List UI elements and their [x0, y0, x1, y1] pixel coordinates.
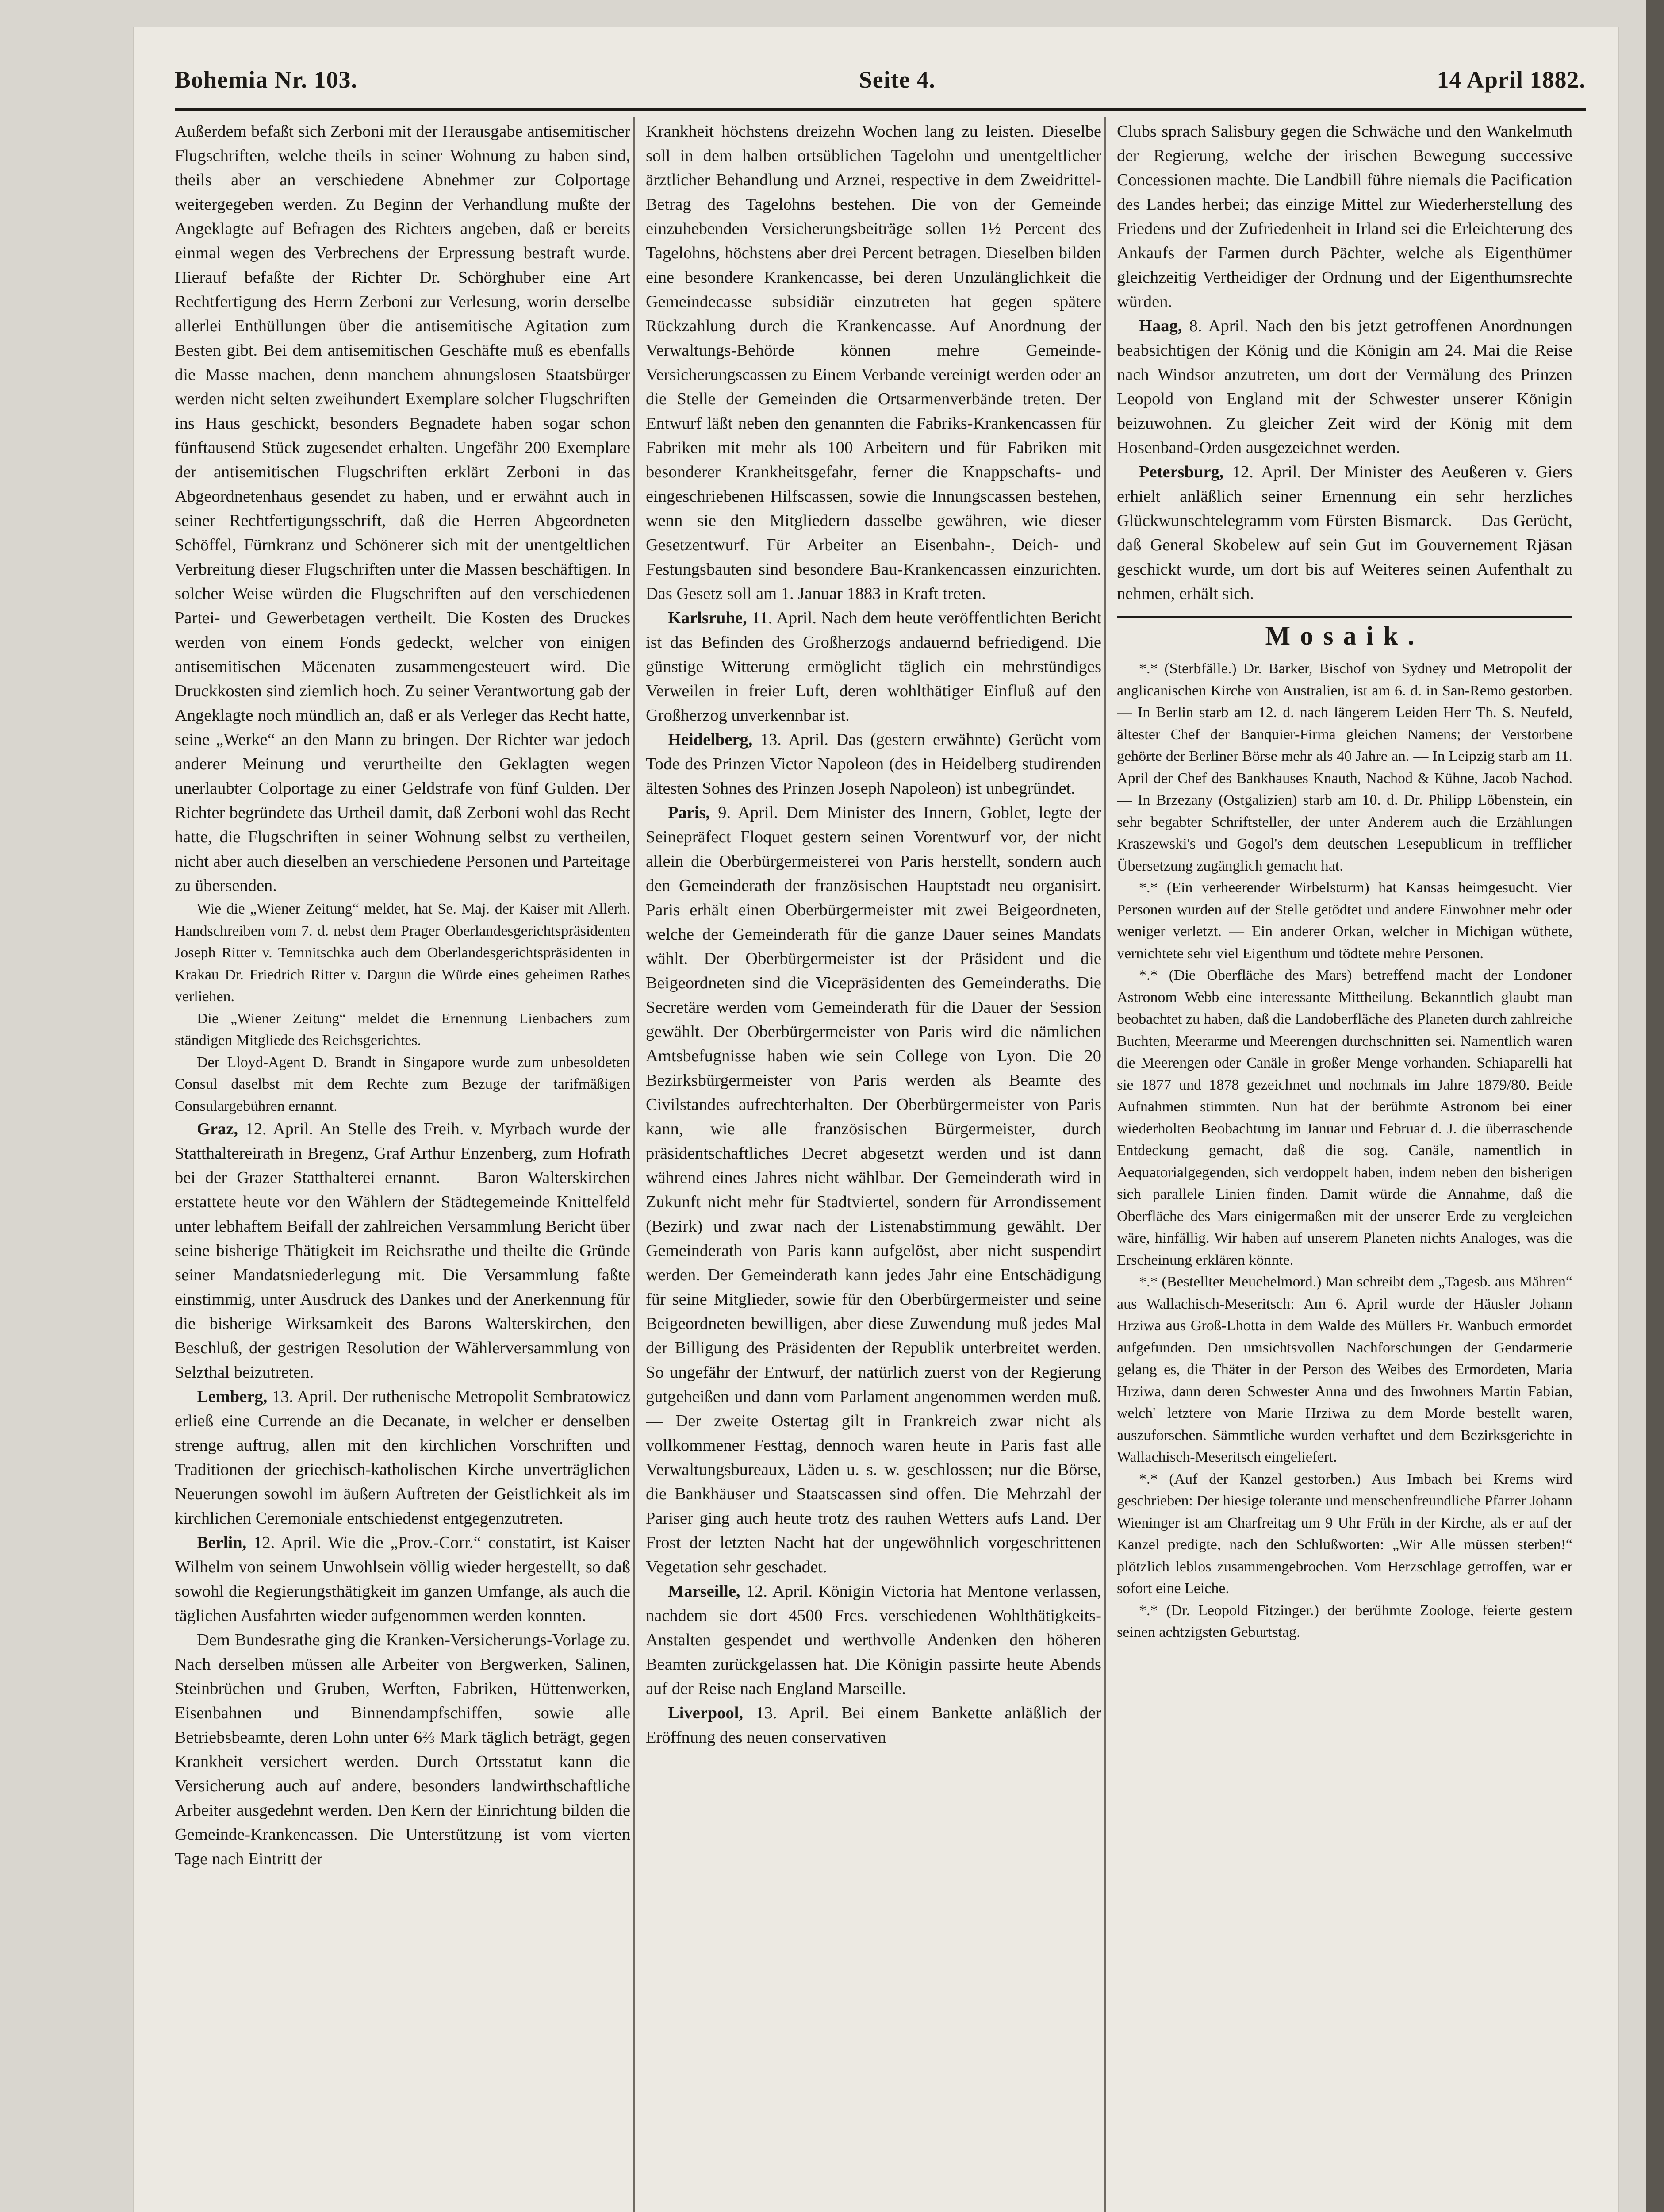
- news-text: 9. April. Dem Minister des Innern, Goblet, legte der Seinepräfect Floquet gestern seinen Vorentwurf vor, der nicht allein die Oberbürgermeisterei von Paris herstellt, sondern auch den Gemeinderath der französischen Hauptstadt neu organisirt. Paris erhält einen Oberbürgermeister mit zwei Beigeordneten, welche der Gemeinderath für die ganze Dauer seines Mandats wählt. Der Oberbürgermeister ist der Präsident und die Beigeordneten sind die Vicepräsidenten des Gemeinderaths. Die Secretäre werden vom Gemeinderath für die Dauer der Session gewählt. Der Oberbürgermeister von Paris wird die nämlichen Amtsbefugnisse haben wie sein College von Lyon. Die 20 Bezirksbürgermeister von Paris werden als Beamte des Civilstandes aufrechterhalten. Der Oberbürgermeister von Paris kann, wie alle französischen Bürgermeister, durch präsidentschaftliches Decret abgesetzt werden und ist dann während eines Jahres nicht wählbar. Der Gemeinderath wird in Zukunft nicht mehr für Stadtviertel, sondern für Arrondissement (Bezirk) und zwar nach der Listenabstimmung gewählt. Der Gemeinderath von Paris kann aufgelöst, aber nicht suspendirt werden. Der Gemeinderath kann jedes Jahr eine Entschädigung für seine Mitglieder, sowie für den Oberbürgermeister und seine Beigeordneten bewilligen, aber diese Zuwendung muß jedes Mal der Billigung des Präsidenten der Republik unterbreitet werden. So ungefähr der Entwurf, der natürlich zuerst von der Regierung gutgeheißen und dann vom Parlament angenommen werden muß. — Der zweite Ostertag gilt in Frankreich zwar nicht als vollkommener Festtag, dennoch waren heute in Paris fast alle Verwaltungsbureaux, Läden u. s. w. geschlossen; nur die Börse, die Bankhäuser und Staatscassen sind offen. Die Mehrzahl der Pariser ging auch heute trotz des rauhen Wetters aufs Land. Der Frost der letzten Nacht hat der ungewöhnlich vorgeschrittenen Vegetation sehr geschadet.: [646, 803, 1101, 1576]
- news-text: 12. April. Königin Victoria hat Mentone verlassen, nachdem sie dort 4500 Frcs. verschiedenen Wohlthätigkeits-Anstalten gespendet und werthvolle Andenken den höheren Beamten zurückgelassen hat. Die Königin passirte heute Abends auf der Reise nach England Marseille.: [646, 1582, 1101, 1698]
- dateline-place: Graz,: [197, 1120, 238, 1138]
- article-paragraph: Clubs sprach Salisbury gegen die Schwäche und den Wankelmuth der Regierung, welche der irischen Bewegung successive Concessionen machte. Die Landbill führe niemals die Pacification des Landes herbei; das einzige Mittel zur Wiederherstellung des Friedens und der Zufriedenheit in Irland sei die Erleichterung des Ankaufs der Farmen durch Pächter, welche als Eigenthümer gleichzeitig Vertheidiger der Ordnung und der Eigenthumsrechte würden.: [1117, 122, 1572, 311]
- mosaik-item: *.* (Die Oberfläche des Mars) betreffend macht der Londoner Astronom Webb eine interessante Mittheilung. Bekanntlich glaubt man beobachtet zu haben, daß die Landoberfläche des Planeten durch zahlreiche Buchten, Meerarme und Meerengen durchschnitten sei. Namentlich waren die Meerengen oder Canäle in großer Menge vorhanden. Schiaparelli hat sie 1877 und 1878 gezeichnet und nochmals im Jahre 1879/80. Beide Aufnahmen stimmten. Nun hat der berühmte Astronom bei einer wiederholten Beobachtung im Januar und Februar d. J. die überraschende Entdeckung gemacht, daß die sog. Canäle, namentlich in Aequatorialgegenden, sich verdoppelt haben, indem neben den bisherigen sich parallele Linien finden. Damit würde die Annahme, daß die Oberfläche des Mars einigermaßen mit der unserer Erde zu vergleichen wäre, hinfällig. Wir haben auf unserem Planeten nichts Analoges, was die Erscheinung erklären könnte.: [1117, 967, 1572, 1268]
- mosaik-item: *.* (Sterbfälle.) Dr. Barker, Bischof von Sydney und Metropolit der anglicanischen Kirche von Australien, ist am 6. d. in San-Remo gestorben. — In Berlin starb am 12. d. nach längerem Leiden Herr Th. S. Neufeld, ältester Chef der Banquier-Firma gleichen Namens; der Verstorbene gehörte der Berliner Börse mehr als 40 Jahre an. — In Leipzig starb am 11. April der Chef des Bankhauses Knauth, Nachod & Kühne, Jacob Nachod. — In Brzezany (Ostgalizien) starb am 10. d. Dr. Philipp Löbenstein, ein sehr begabter Schriftsteller, der unter Anderem auch die Erzählungen Kraszewski's und Gogol's dem deutschen Lesepublicum in trefflicher Übersetzung zugänglich gemacht hat.: [1117, 661, 1572, 874]
- news-item-lemberg: [175, 1385, 630, 1531]
- news-item-haag: [1117, 314, 1572, 460]
- news-text: 13. April. Der ruthenische Metropolit Sembratowicz erließ eine Currende an die Decanate, in welcher er denselben strenge auftrug, allen mit den kirchlichen Vorschriften und Traditionen der griechisch-katholischen Kirche unverträglichen Neuerungen sowohl im äußern Auftreten der Geistlichkeit als im kirchlichen Ceremoniale entschiedenst entgegenzutreten.: [175, 1387, 630, 1528]
- column-divider: [1104, 117, 1106, 2212]
- news-text: 13. April. Das (gestern erwähnte) Gerücht vom Tode des Prinzen Victor Napoleon (des in Heidelberg studirenden ältesten Sohnes des Prinzen Joseph Napoleon) ist unbegründet.: [646, 730, 1101, 798]
- news-text: 12. April. An Stelle des Freih. v. Myrbach wurde der Statthaltereirath in Bregenz, Graf Arthur Enzenberg, zum Hofrath bei der Grazer Statthalterei ernannt. — Baron Walterskirchen erstattete heute vor den Wählern der Städtegemeinde Knittelfeld unter lebhaftem Beifall der zahlreichen Versammlung Bericht über seine bisherige Thätigkeit im Reichsrathe und theilte die Gründe seiner Mandatsniederlegung mit. Die Versammlung faßte einstimmig, unter Ausdruck des Dankes und der Anerkennung für die bisherige Wirksamkeit des Barons Walterskirchen, den Beschluß, der gestrigen Resolution der Wählerversammlung von Selzthal beizutreten.: [175, 1120, 630, 1382]
- news-text: 13. April. Bei einem Bankette anläßlich der Eröffnung des neuen conservativen: [646, 1704, 1101, 1747]
- mosaik-item: *.* (Auf der Kanzel gestorben.) Aus Imbach bei Krems wird geschrieben: Der hiesige tolerante und menschenfreundliche Pfarrer Johann Wieninger ist am Charfreitag um 9 Uhr Früh in der Kirche, als er auf der Kanzel predigte, nach den Schlußworten: „Wir Alle müssen sterben!“ plötzlich leblos zusammengebrochen. Vom Herzschlage getroffen, war er sofort eine Leiche.: [1117, 1471, 1572, 1597]
- dateline-place: Karlsruhe,: [668, 609, 747, 627]
- mosaik-item: *.* (Dr. Leopold Fitzinger.) der berühmte Zoologe, feierte gestern seinen achtzigsten Geburtstag.: [1117, 1602, 1572, 1640]
- dateline-place: Lemberg,: [197, 1387, 268, 1406]
- mosaik-item: *.* (Bestellter Meuchelmord.) Man schreibt dem „Tagesb. aus Mähren“ aus Wallachisch-Meseritsch: Am 6. April wurde der Häusler Johann Hrziwa aus Groß-Lhotta in dem Walde des Müllers Fr. Wanbuch ermordet aufgefunden. Den umsichtsvollen Nachforschungen der Gendarmerie gelang es, die Thäter in der Person des Weibes des Ermordeten, Maria Hrziwa, dann deren Schwester Anna und des Inwohners Martin Fabian, welch' letztere von Marie Hrziwa zu dem Morde bestellt waren, auszuforschen. Sämmtliche wurden verhaftet und dem Bezirksgerichte in Wallachisch-Meseritsch eingeliefert.: [1117, 1274, 1572, 1465]
- column-3: [1117, 119, 1572, 2212]
- dateline-place: Haag,: [1139, 317, 1182, 335]
- news-item-marseille: [646, 1579, 1101, 1701]
- article-paragraph: Dem Bundesrathe ging die Kranken-Versicherungs-Vorlage zu. Nach derselben müssen alle Arbeiter von Bergwerken, Salinen, Steinbrüchen und Gruben, Werften, Fabriken, Hüttenwerken, Eisenbahnen und Binnendampfschiffen, sowie alle Betriebsbeamte, deren Lohn unter 6⅔ Mark täglich beträgt, gegen Krankheit versichert werden. Durch Ortsstatut kann die Versicherung auch auf andere, besonders landwirthschaftliche Arbeiter ausgedehnt werden. Den Kern der Einrichtung bilden die Gemeinde-Krankencassen. Die Unterstützung ist vom vierten Tage nach Eintritt der: [175, 1631, 630, 1868]
- dateline-place: Liverpool,: [668, 1704, 744, 1722]
- section-rule: [1117, 616, 1572, 618]
- news-text: 11. April. Nach dem heute veröffentlichten Bericht ist das Befinden des Großherzogs andauernd befriedigend. Die günstige Witterung ermöglicht täglich ein mehrstündiges Verweilen in freier Luft, deren wohlthätiger Einfluß auf den Großherzog unverkennbar ist.: [646, 609, 1101, 725]
- news-item-petersburg: [1117, 460, 1572, 606]
- article-paragraph: Die „Wiener Zeitung“ meldet die Ernennung Lienbachers zum ständigen Mitgliede des Reichsgerichtes.: [175, 1010, 630, 1048]
- column-2: [646, 119, 1101, 2212]
- article-paragraph: Wie die „Wiener Zeitung“ meldet, hat Se. Maj. der Kaiser mit Allerh. Handschreiben vom 7. d. nebst dem Prager Oberlandesgerichtspräsidenten Joseph Ritter v. Temnitschka auch dem Oberlandesgerichtspräsidenten in Krakau Dr. Friedrich Ritter v. Dargun die Würde eines geheimen Rathes verliehen.: [175, 901, 630, 1005]
- news-item-liverpool: [646, 1701, 1101, 1750]
- news-text: 12. April. Wie die „Prov.-Corr.“ constatirt, ist Kaiser Wilhelm von seinem Unwohlsein völlig wieder hergestellt, so daß sowohl die Regierungsthätigkeit im ganzen Umfange, als auch die täglichen Ausfahrten wieder aufgenommen werden konnten.: [175, 1533, 630, 1625]
- news-item-heidelberg: [646, 728, 1101, 801]
- column-1: [175, 119, 630, 2212]
- dateline-place: Marseille,: [668, 1582, 740, 1601]
- article-paragraph: Der Lloyd-Agent D. Brandt in Singapore wurde zum unbesoldeten Consul daselbst mit dem Rechte zum Bezuge der tarifmäßigen Consulargebühren ernannt.: [175, 1054, 630, 1114]
- dateline-place: Paris,: [668, 803, 710, 822]
- header-date: 14 April 1882.: [1437, 66, 1586, 93]
- section-title-mosaik: Mosaik.: [1265, 621, 1424, 650]
- scan-edge: [1646, 0, 1664, 2212]
- header-rule: [175, 108, 1586, 111]
- news-text: 8. April. Nach den bis jetzt getroffenen Anordnungen beabsichtigen der König und die Königin am 24. Mai die Reise nach Windsor anzutreten, um dort der Vermälung des Prinzen Leopold von England mit der Schwester unserer Königin beizuwohnen. Zu gleicher Zeit wird der König mit dem Hosenband-Orden ausgezeichnet werden.: [1117, 317, 1572, 457]
- column-divider: [633, 117, 635, 2212]
- dateline-place: Petersburg,: [1139, 463, 1224, 481]
- article-paragraph: Außerdem befaßt sich Zerboni mit der Herausgabe antisemitischer Flugschriften, welche theils in seiner Wohnung zu haben sind, theils aber an verschiedene Abnehmer zur Colportage weitergegeben werden. Zu Beginn der Verhandlung mußte der Angeklagte auf Befragen des Richters angeben, daß er bereits einmal wegen des Verbrechens der Erpressung bestraft wurde. Hierauf befaßte der Richter Dr. Schörghuber eine Art Rechtfertigung des Herrn Zerboni zur Verlesung, worin derselbe allerlei Enthüllungen über die antisemitische Agitation zum Besten gibt. Bei dem antisemitischen Geschäfte muß es ebenfalls die Masse machen, denn manchem ahnungslosen Staatsbürger werden nicht selten zweihundert Exemplare solcher Flugschriften ins Haus geschickt, besonders Begnadete haben sogar schon fünftausend Stück zugesendet erhalten. Ungefähr 200 Exemplare der antisemitischen Flugschriften erklärt Zerboni in das Abgeordnetenhaus gesendet zu haben, und er erwähnt auch in seiner Rechtfertigungsschrift, daß die Herren Abgeordneten Schöffel, Fürnkranz und Schönerer sich mit der unentgeltlichen Verbreitung dieser Flugschriften unter die Massen beschäftigen. In solcher Weise würden die Flugschriften auf den verschiedenen Partei- und Gewerbetagen vertheilt. Die Kosten des Druckes werden von einem Fonds gedeckt, welcher von einigen antisemitischen Mäcenaten zusammengesteuert wird. Die Druckkosten sind ziemlich hoch. Zu seiner Verantwortung gab der Angeklagte noch mündlich an, daß er als Verleger das Recht hatte, seine „Werke“ an den Mann zu bringen. Der Richter war jedoch anderer Meinung und verurtheilte den Geklagten wegen unerlaubter Colportage zu einer Geldstrafe von fünf Gulden. Der Richter begründete das Urtheil damit, daß Zerboni wohl das Recht hatte, die Flugschriften in seiner Wohnung selbst zu vertheilen, nicht aber auch dieselben an verschiedene Personen und Parteitage zu übersenden.: [175, 122, 630, 895]
- article-paragraph: Krankheit höchstens dreizehn Wochen lang zu leisten. Dieselbe soll in dem halben ortsüblichen Tagelohn und unentgeltlicher ärztlicher Behandlung und Arznei, respective in dem Zweidrittel-Betrag des Tagelohns bestehen. Die von der Gemeinde einzuhebenden Versicherungsbeiträge sollen 1½ Percent des Tagelohns, höchstens aber drei Percent betragen. Dieselben bilden eine besondere Krankencasse, bei deren Unzulänglichkeit die Gemeindecasse subsidiär einzutreten hat gegen spätere Rückzahlung durch die Krankencasse. Auf Anordnung der Verwaltungs-Behörde können mehre Gemeinde-Versicherungscassen zu Einem Verbande vereinigt werden oder an die Stelle der Gemeinden die Ortsarmenverbände treten. Der Entwurf läßt neben den genannten die Fabriks-Krankencassen für Fabriken mit mehr als 100 Arbeitern und für Fabriken mit besonderer Krankheitsgefahr, ferner die Knappschafts- und eingeschriebenen Hilfscassen, sowie die Innungscassen bestehen, wenn sie den Mitgliedern dasselbe gewähren, wie dieser Gesetzentwurf. Für Arbeiter an Eisenbahn-, Deich- und Festungsbauten sind besondere Bau-Krankencassen einzurichten. Das Gesetz soll am 1. Januar 1883 in Kraft treten.: [646, 122, 1101, 603]
- dateline-place: Heidelberg,: [668, 730, 753, 749]
- newspaper-page: [133, 27, 1619, 2212]
- news-item-karlsruhe: [646, 606, 1101, 728]
- news-text: 12. April. Der Minister des Aeußeren v. Giers erhielt anläßlich seiner Ernennung ein sehr herzliches Glückwunschtelegramm vom Fürsten Bismarck. — Das Gerücht, daß General Skobelew auf sein Gut im Gouvernement Rjäsan geschickt wurde, um dort bis auf Weiteres seinen Aufenthalt zu nehmen, erhält sich.: [1117, 463, 1572, 603]
- header-publication: Bohemia Nr. 103.: [175, 66, 358, 93]
- header-page-number: Seite 4.: [859, 66, 936, 93]
- news-item-graz: [175, 1117, 630, 1385]
- news-item-berlin: [175, 1531, 630, 1628]
- news-item-paris: [646, 801, 1101, 1579]
- page-header: [175, 53, 1586, 106]
- dateline-place: Berlin,: [197, 1533, 247, 1552]
- mosaik-item: *.* (Ein verheerender Wirbelsturm) hat Kansas heimgesucht. Vier Personen wurden auf der Stelle getödtet und andere Einwohner mehr oder weniger verletzt. — Ein anderer Orkan, welcher in Michigan wüthete, vernichtete sehr viel Eigenthum und tödtete mehre Personen.: [1117, 879, 1572, 962]
